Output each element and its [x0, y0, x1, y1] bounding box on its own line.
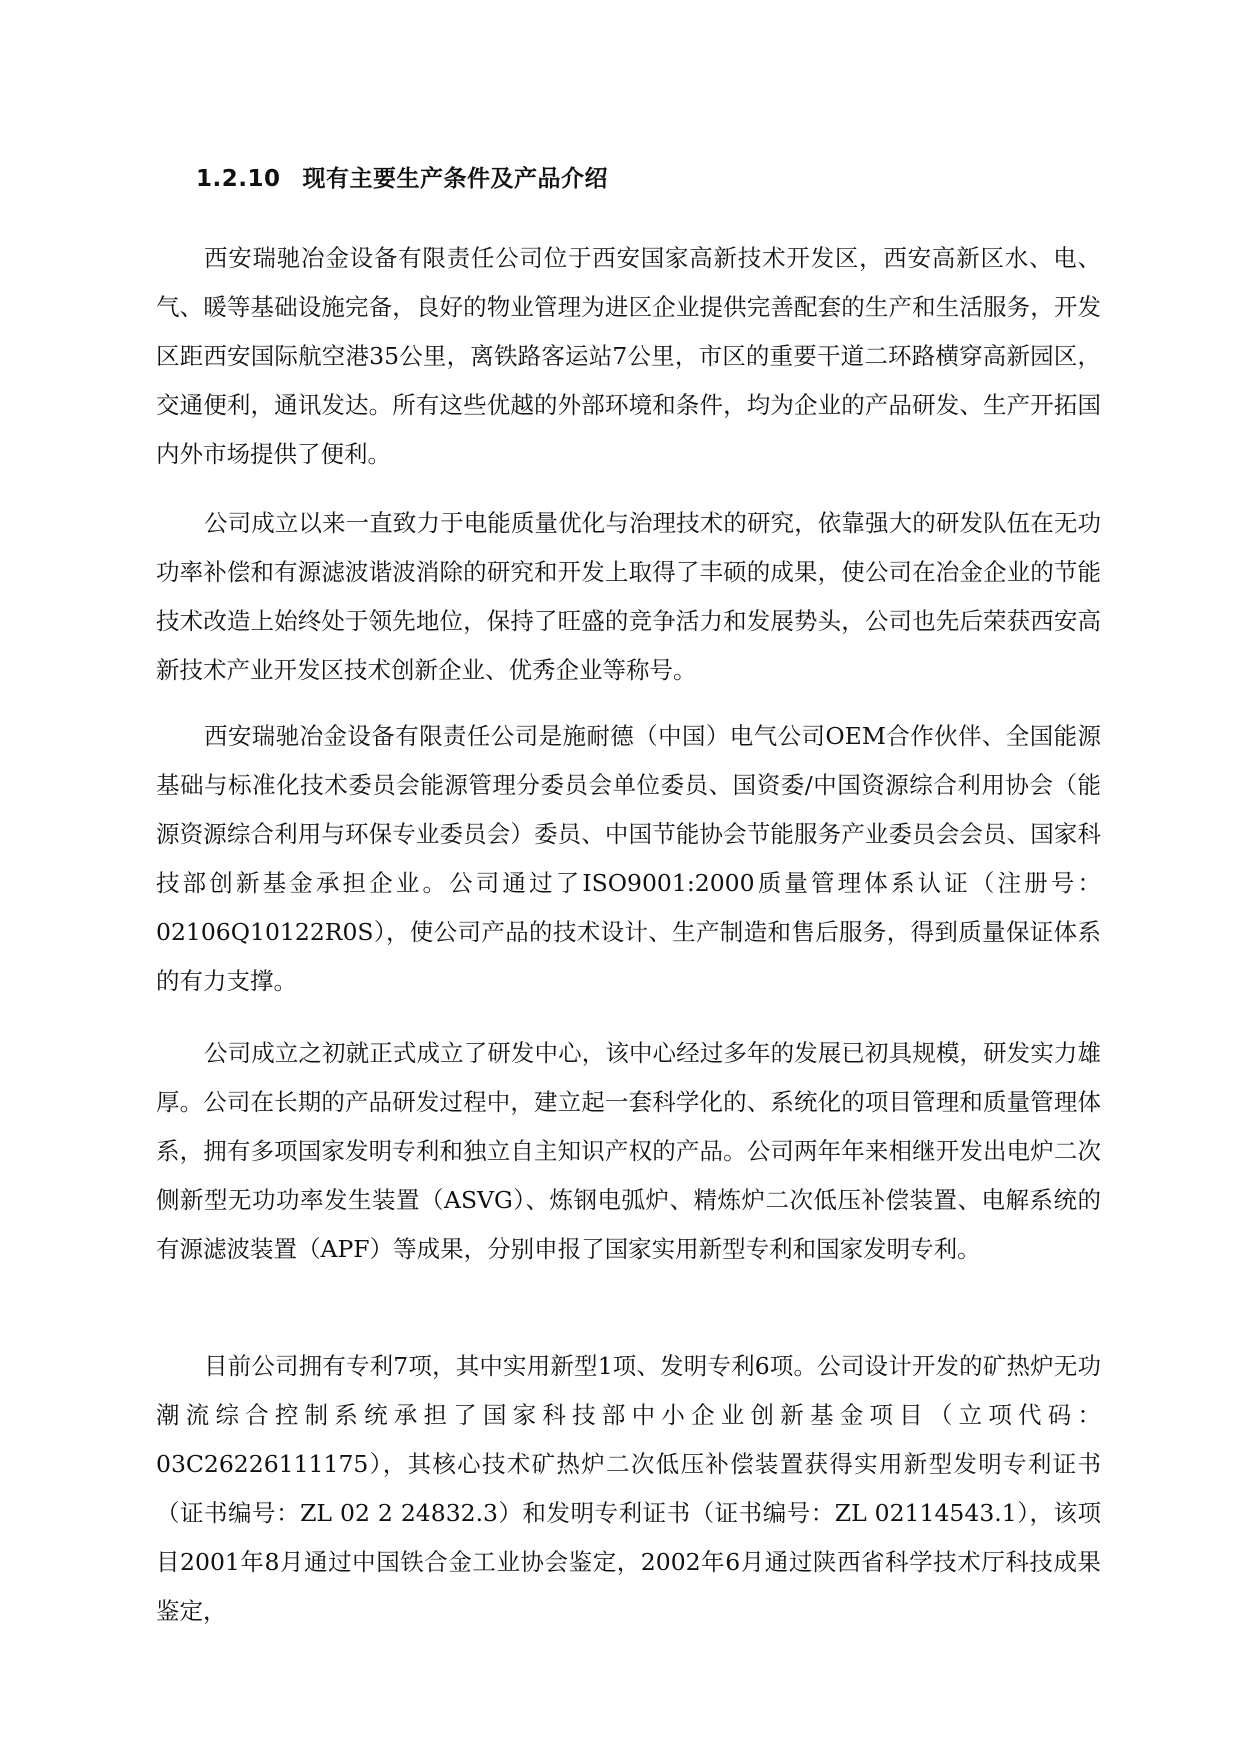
paragraph-research-focus: 公司成立以来一直致力于电能质量优化与治理技术的研究，依靠强大的研发队伍在无功功率补偿和有源滤波谐波消除的研究和开发上取得了丰硕的成果，使公司在冶金企业的节能技术改造上始终处于领先地位，保持了旺盛的竞争活力和发展势头，公司也先后荣获西安高新技术产业开发区技术创新企业、优秀企业等称号。 [156, 509, 1101, 684]
section-heading [196, 160, 608, 193]
paragraph-location: 西安瑞驰冶金设备有限责任公司位于西安国家高新技术开发区，西安高新区水、电、气、暖等基础设施完备，良好的物业管理为进区企业提供完善配套的生产和生活服务，开发区距西安国际航空港35公里，离铁路客运站7公里，市区的重要干道二环路横穿高新园区，交通便利，通讯发达。所有这些优越的外部环境和条件，均为企业的产品研发、生产开拓国内外市场提供了便利。 [156, 244, 1101, 468]
paragraph-patents: 目前公司拥有专利7项，其中实用新型1项、发明专利6项。公司设计开发的矿热炉无功潮流综合控制系统承担了国家科技部中小企业创新基金项目（立项代码：03C26226111175），其核心技术矿热炉二次低压补偿装置获得实用新型发明专利证书（证书编号：ZL 02 2 24832.3）和发明专利证书（证书编号：ZL 02114543.1），该项目2001年8月通过中国铁合金工业协会鉴定，2002年6月通过陕西省科学技术厅科技成果鉴定， [156, 1352, 1101, 1625]
paragraph-rd-center: 公司成立之初就正式成立了研发中心，该中心经过多年的发展已初具规模，研发实力雄厚。公司在长期的产品研发过程中，建立起一套科学化的、系统化的项目管理和质量管理体系，拥有多项国家发明专利和独立自主知识产权的产品。公司两年年来相继开发出电炉二次侧新型无功功率发生装置（ASVG）、炼钢电弧炉、精炼炉二次低压补偿装置、电解系统的有源滤波装置（APF）等成果，分别申报了国家实用新型专利和国家发明专利。 [156, 1039, 1101, 1263]
section-number: 1.2.10 [196, 166, 281, 192]
section-title: 现有主要生产条件及产品介绍 [302, 166, 608, 192]
paragraph-partnerships: 西安瑞驰冶金设备有限责任公司是施耐德（中国）电气公司OEM合作伙伴、全国能源基础与标准化技术委员会能源管理分委员会单位委员、国资委/中国资源综合利用协会（能源资源综合利用与环保专业委员会）委员、中国节能协会节能服务产业委员会会员、国家科技部创新基金承担企业。公司通过了ISO9001:2000质量管理体系认证（注册号：02106Q10122R0S），使公司产品的技术设计、生产制造和售后服务，得到质量保证体系的有力支撑。 [156, 722, 1101, 995]
